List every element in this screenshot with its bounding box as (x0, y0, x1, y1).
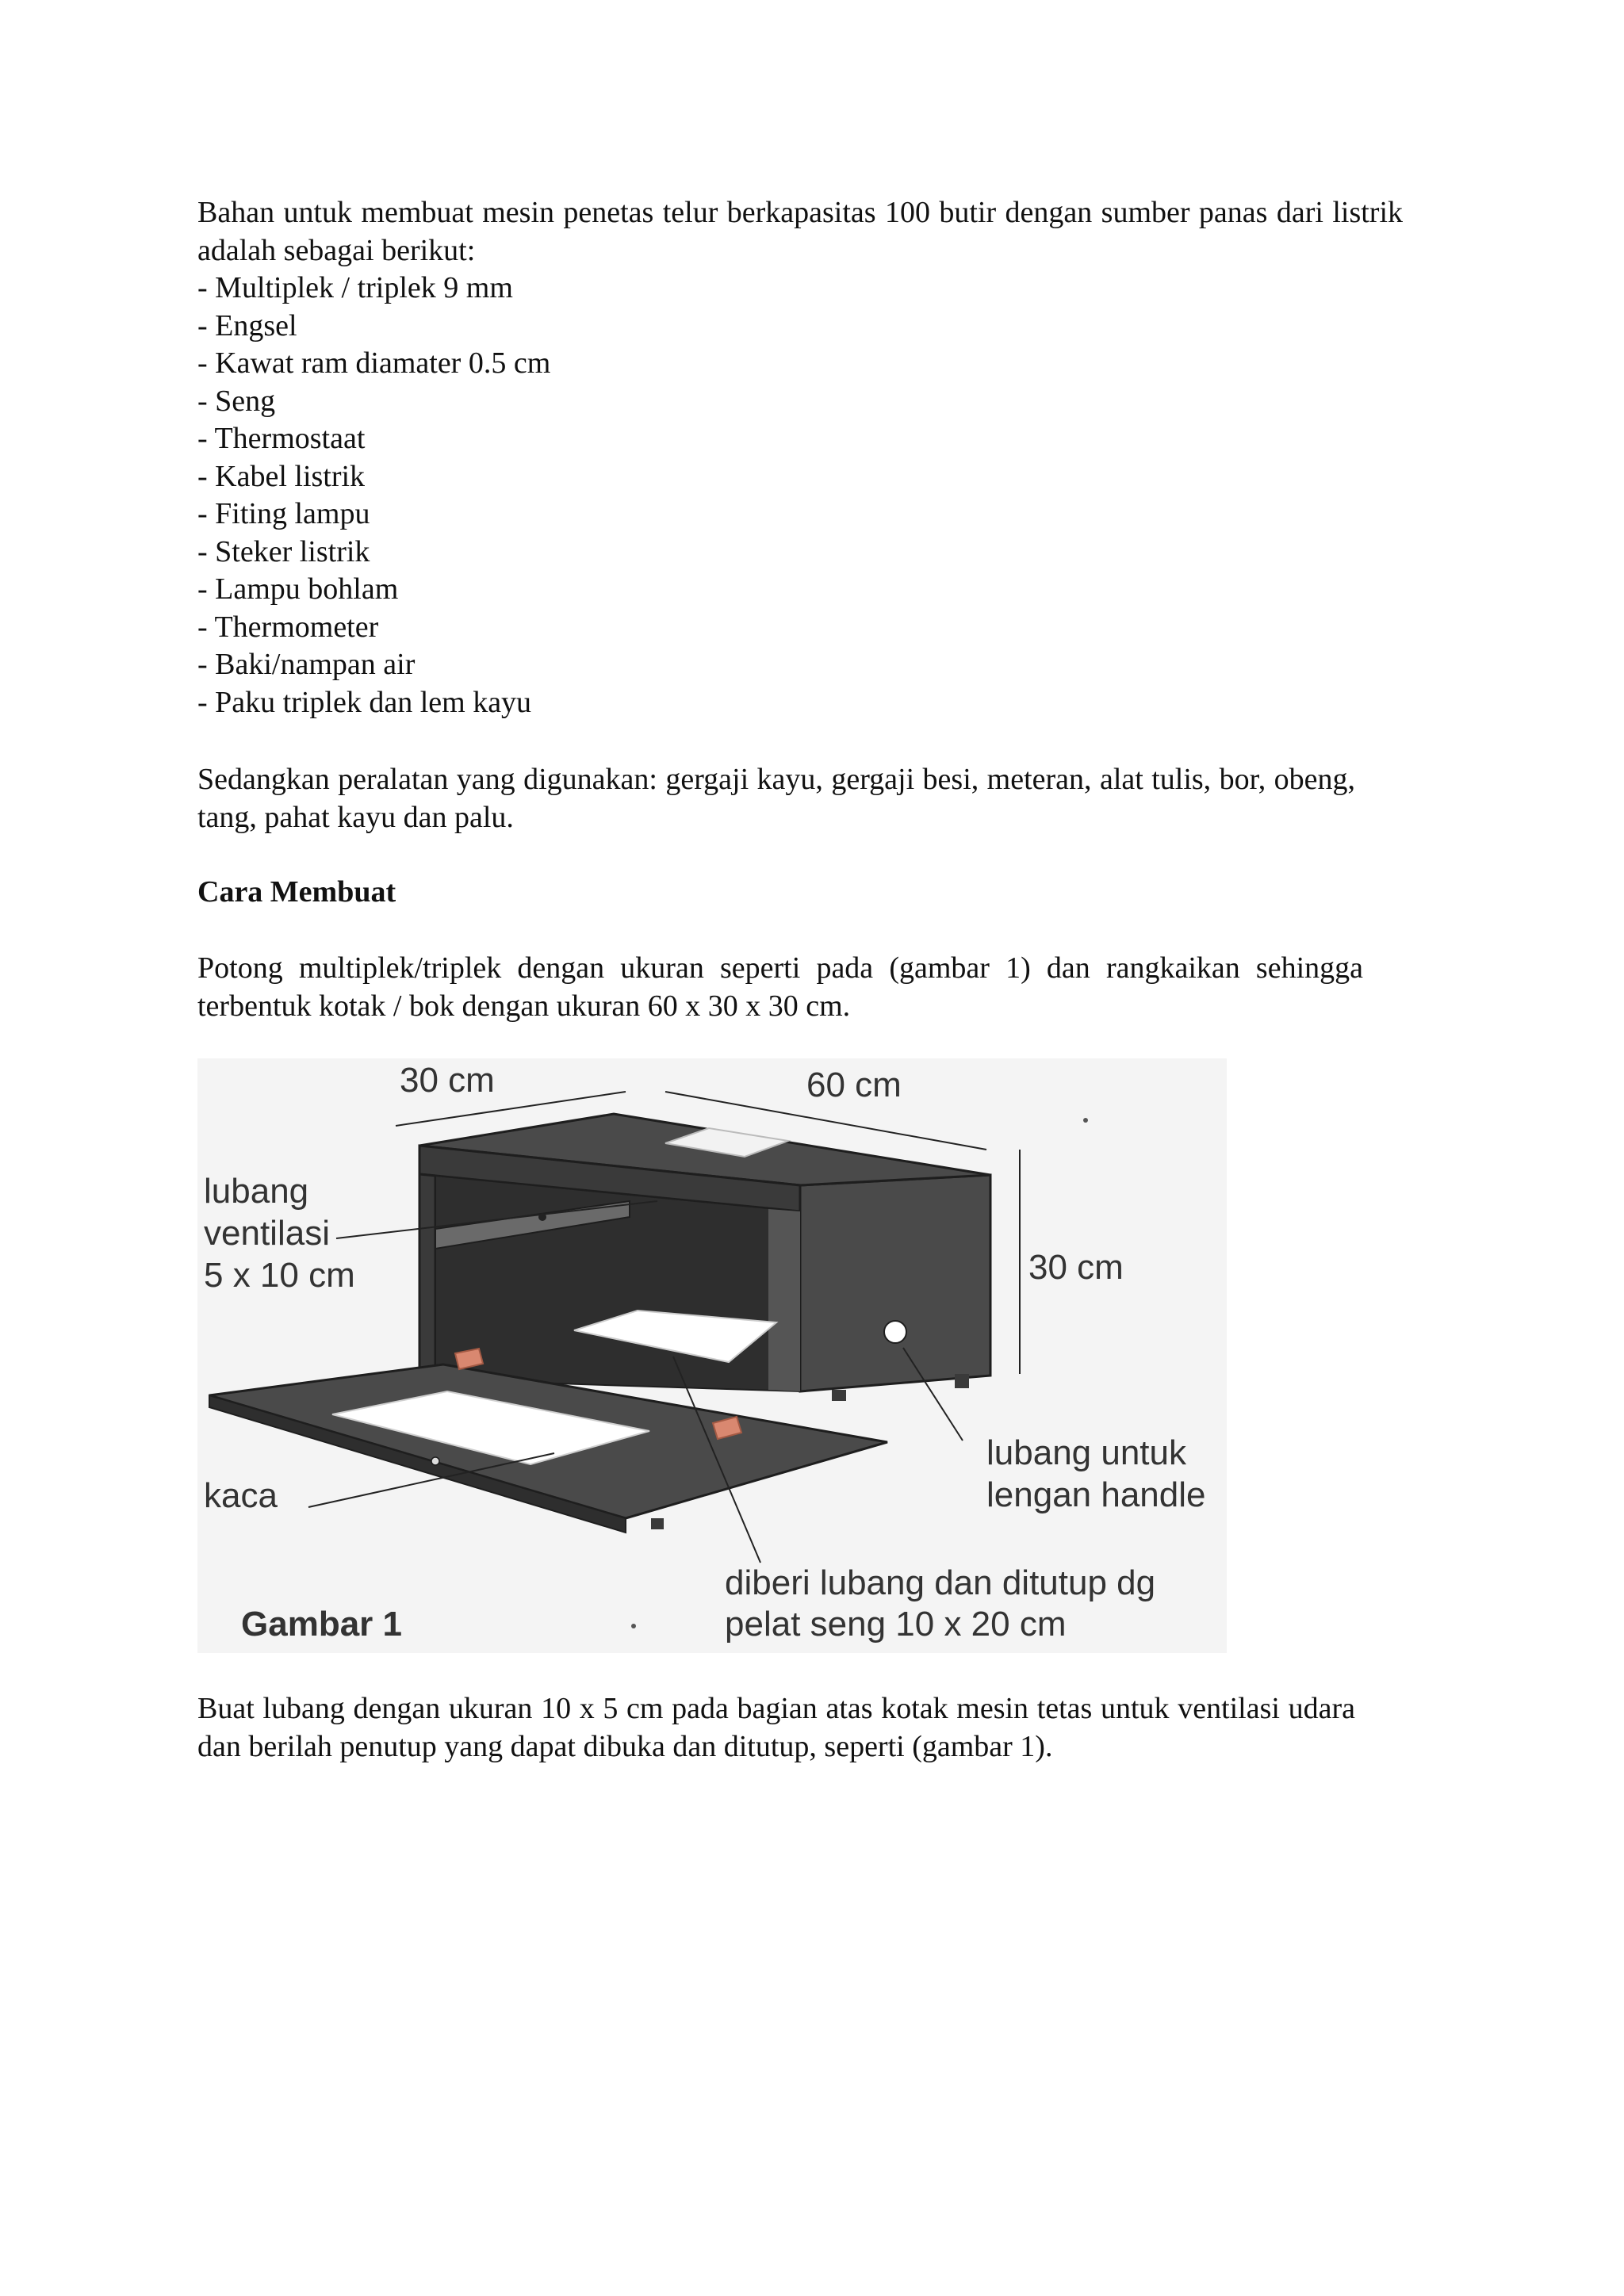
materials-list (197, 270, 1403, 721)
dim-length-label: 60 cm (806, 1066, 902, 1104)
list-item: - Thermometer (197, 610, 379, 644)
dim-width-label: 30 cm (400, 1061, 495, 1100)
speck (1083, 1118, 1088, 1123)
handle-label-line2: lengan handle (986, 1475, 1206, 1514)
box-front-post (419, 1174, 435, 1383)
box-side-face (800, 1175, 990, 1391)
list-item: - Thermostaat (197, 422, 366, 455)
section-heading: Cara Membuat (197, 875, 396, 909)
box-diagram (197, 1058, 1227, 1653)
list-item: - Fiting lampu (197, 497, 370, 530)
figure-caption: Gambar 1 (241, 1605, 402, 1644)
vent-label-line1: lubang (204, 1172, 309, 1211)
handle-label-line1: lubang untuk (986, 1433, 1186, 1472)
door-knob-icon (431, 1457, 439, 1465)
plate-label-line1: diberi lubang dan ditutup dg (725, 1563, 1156, 1602)
dim-height-label: 30 cm (1028, 1248, 1124, 1287)
box-inner-wall (768, 1209, 800, 1391)
plate-label-line2: pelat seng 10 x 20 cm (725, 1605, 1067, 1644)
list-item: - Kabel listrik (197, 459, 366, 493)
handle-hole-icon (884, 1321, 906, 1343)
intro-paragraph: Bahan untuk membuat mesin penetas telur berkapasitas 100 butir dengan sumber panas dari listrik adalah sebagai berikut: (197, 196, 1403, 267)
step2-paragraph: Buat lubang dengan ukuran 10 x 5 cm pada bagian atas kotak mesin tetas untuk ventilasi udara dan berilah penutup yang dapat dibuka dan ditutup, seperti (gambar 1). (197, 1692, 1355, 1763)
speck (631, 1624, 636, 1628)
figure-box-diagram (197, 1058, 1227, 1653)
list-item: - Seng (197, 384, 276, 418)
list-item: - Baki/nampan air (197, 648, 416, 681)
list-item: - Engsel (197, 308, 297, 342)
box-foot (832, 1390, 846, 1401)
step1-paragraph: Potong multiplek/triplek dengan ukuran seperti pada (gambar 1) dan rangkaikan sehingga terbentuk kotak / bok dengan ukuran 60 x 30 x 30 cm. (197, 951, 1363, 1023)
list-item: - Multiplek / triplek 9 mm (197, 271, 513, 304)
box-foot (955, 1374, 969, 1388)
vent-label-line2: ventilasi (204, 1214, 330, 1253)
tools-paragraph: Sedangkan peralatan yang digunakan: gergaji kayu, gergaji besi, meteran, alat tulis, bor, obeng, tang, pahat kayu dan palu. (197, 763, 1355, 834)
vent-label-line3: 5 x 10 cm (204, 1256, 355, 1295)
glass-label: kaca (204, 1476, 278, 1515)
list-item: - Paku triplek dan lem kayu (197, 685, 532, 719)
list-item: - Steker listrik (197, 534, 370, 568)
list-item: - Kawat ram diamater 0.5 cm (197, 346, 551, 380)
list-item: - Lampu bohlam (197, 572, 399, 606)
door-foot (651, 1518, 664, 1529)
